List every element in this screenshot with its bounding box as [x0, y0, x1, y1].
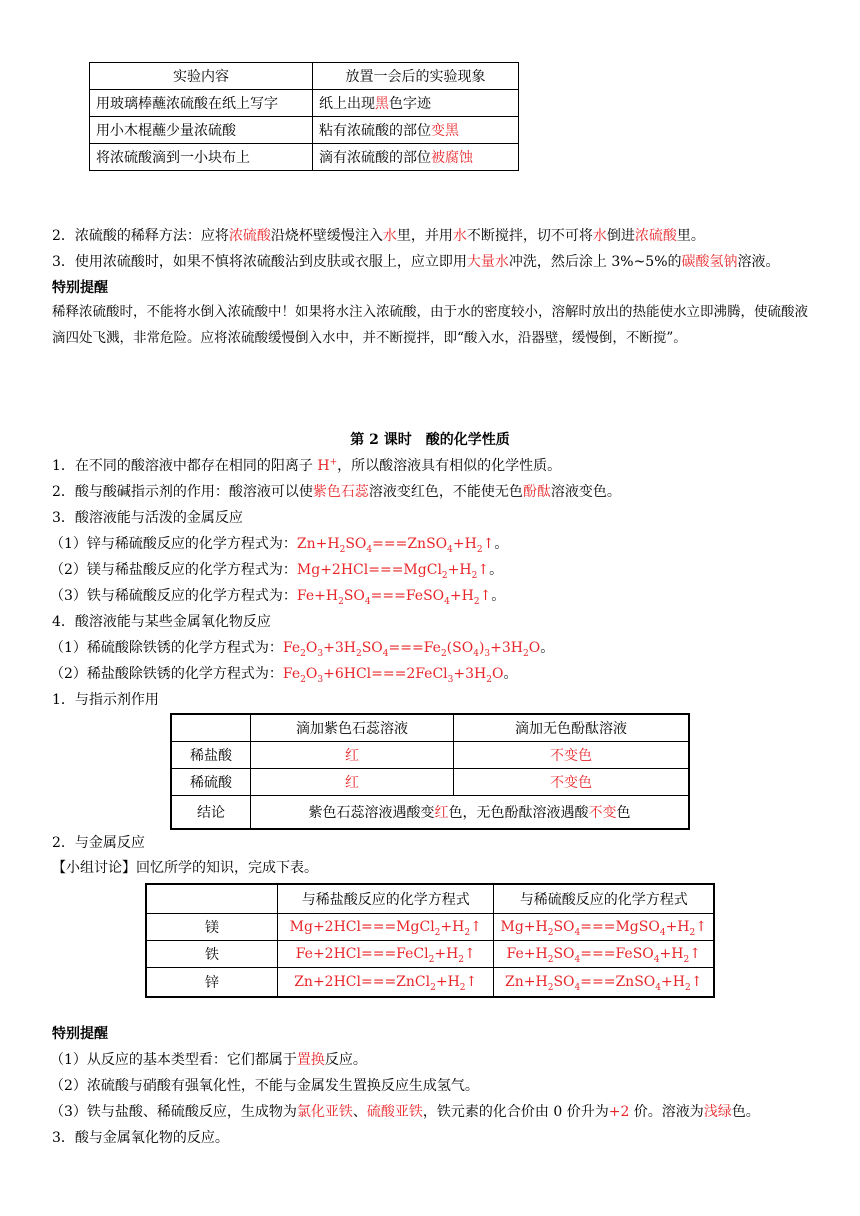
- table-row: [90, 117, 519, 144]
- table-row: [171, 742, 689, 769]
- dilution-method: 2．浓硫酸的稀释方法：应将浓硫酸沿烧杯壁缓慢注入水里，并用水不断搅拌，切不可将水倒进浓硫酸里。: [52, 228, 705, 244]
- table-header: 放置一会后的实验现象: [313, 63, 519, 90]
- table-cell: 纸上出现黑色字迹: [313, 90, 519, 117]
- section-1: 1．在不同的酸溶液中都存在相同的阳离子 H+，所以酸溶液具有相似的化学性质。: [52, 457, 562, 474]
- equation-mg: （2）镁与稀盐酸反应的化学方程式为：$Mg+2HCl===MgCl_2+H_2↑$。: [50, 562, 504, 581]
- tip-title: 特别提醒: [52, 1026, 108, 1042]
- table-cell: 紫色石蕊溶液遇酸变红色，无色酚酞溶液遇酸不变色: [251, 796, 690, 830]
- table-cell: 用玻璃棒蘸浓硫酸在纸上写字: [90, 90, 313, 117]
- table-cell: 锌: [146, 968, 278, 998]
- table-row: [146, 914, 714, 941]
- equation-fe: （3）铁与稀硫酸反应的化学方程式为：$Fe+H_2SO_4===FeSO_4+H_2↑$。: [50, 588, 506, 607]
- table-row: [171, 714, 689, 742]
- table-cell: $Mg+H_2SO_4===MgSO_4+H_2↑$: [494, 914, 714, 941]
- section-2: 2．酸与酸碱指示剂的作用：酸溶液可以使紫色石蕊溶液变红色，不能使无色酚酞溶液变色。: [52, 484, 621, 500]
- table-cell: 稀盐酸: [171, 742, 251, 769]
- tip-title: 特别提醒: [52, 280, 108, 296]
- table-row: [90, 144, 519, 171]
- table-cell: $Zn+2HCl===ZnCl_2+H_2↑$: [278, 968, 494, 998]
- lesson-title: 第 2 课时 酸的化学性质: [350, 432, 510, 448]
- section-4: 4．酸溶液能与某些金属氧化物反应: [52, 614, 271, 630]
- table-cell: $Zn+H_2SO_4===ZnSO_4+H_2↑$: [494, 968, 714, 998]
- tip-item-2: （2）浓硫酸与硝酸有强氧化性，不能与金属发生置换反应生成氢气。: [50, 1078, 479, 1094]
- section-3: 3．酸溶液能与活泼的金属反应: [52, 510, 243, 526]
- table-cell: 铁: [146, 941, 278, 968]
- metal-reaction-table: [145, 883, 715, 998]
- table-cell: $Fe+2HCl===FeCl_2+H_2↑$: [278, 941, 494, 968]
- oxide-heading: 3．酸与金属氧化物的反应。: [52, 1130, 229, 1146]
- table-cell: 镁: [146, 914, 278, 941]
- table-cell: 不变色: [454, 742, 690, 769]
- indicator-heading: 1．与指示剂作用: [52, 692, 159, 708]
- tip-item-1: （1）从反应的基本类型看：它们都属于置换反应。: [50, 1052, 367, 1068]
- table-cell: 红: [251, 769, 454, 796]
- table-row: [171, 796, 689, 830]
- table-cell: 粘有浓硫酸的部位变黑: [313, 117, 519, 144]
- table-row: [90, 90, 519, 117]
- equation-rust-hcl: （2）稀盐酸除铁锈的化学方程式为：$Fe_2O_3+6HCl===2FeCl_3+3H_2O$。: [50, 666, 518, 685]
- table-row: [171, 769, 689, 796]
- table-header: [171, 714, 251, 742]
- table-cell: 滴有浓硫酸的部位被腐蚀: [313, 144, 519, 171]
- table-row: [146, 941, 714, 968]
- table-cell: 用小木棍蘸少量浓硫酸: [90, 117, 313, 144]
- table-header: 实验内容: [90, 63, 313, 90]
- table-row: [146, 968, 714, 998]
- equation-zn: （1）锌与稀硫酸反应的化学方程式为：$Zn+H_2SO_4===ZnSO_4+H_2↑$。: [50, 536, 509, 555]
- table-cell: 将浓硫酸滴到一小块布上: [90, 144, 313, 171]
- table-row: [146, 884, 714, 914]
- table-cell: 稀硫酸: [171, 769, 251, 796]
- tip-item-3: （3）铁与盐酸、稀硫酸反应，生成物为氯化亚铁、硫酸亚铁，铁元素的化合价由 0 价升为+2 价。溶液为浅绿色。: [50, 1104, 760, 1120]
- safety-note: 3．使用浓硫酸时，如果不慎将浓硫酸沾到皮肤或衣服上，应立即用大量水冲洗，然后涂上 3%~5%的碳酸氢钠溶液。: [52, 254, 780, 270]
- table-cell: 结论: [171, 796, 251, 830]
- table-cell: $Mg+2HCl===MgCl_2+H_2↑$: [278, 914, 494, 941]
- tip-text: 稀释浓硫酸时，不能将水倒入浓硫酸中！如果将水注入浓硫酸，由于水的密度较小，溶解时放出的热能使水立即沸腾，使硫酸液滴四处飞溅，非常危险。应将浓硫酸缓慢倒入水中，并不断搅拌，即“酸入水，沿器壁，缓慢倒，不断搅”。: [52, 304, 808, 346]
- table-header: 与稀硫酸反应的化学方程式: [494, 884, 714, 914]
- table-cell: 红: [251, 742, 454, 769]
- table-row: [90, 63, 519, 90]
- group-discussion: 【小组讨论】回忆所学的知识，完成下表。: [52, 860, 318, 876]
- equation-rust-h2so4: （1）稀硫酸除铁锈的化学方程式为：$Fe_2O_3+3H_2SO_4===Fe_2(SO_4)_3+3H_2O$。: [50, 640, 555, 659]
- indicator-table: [170, 713, 690, 830]
- concentrated-acid-experiment-table: [89, 62, 519, 171]
- table-cell: $Fe+H_2SO_4===FeSO_4+H_2↑$: [494, 941, 714, 968]
- table-header: 滴加紫色石蕊溶液: [251, 714, 454, 742]
- metal-heading: 2．与金属反应: [52, 835, 145, 851]
- table-cell: 不变色: [454, 769, 690, 796]
- table-header: 滴加无色酚酞溶液: [454, 714, 690, 742]
- table-header: 与稀盐酸反应的化学方程式: [278, 884, 494, 914]
- table-header: [146, 884, 278, 914]
